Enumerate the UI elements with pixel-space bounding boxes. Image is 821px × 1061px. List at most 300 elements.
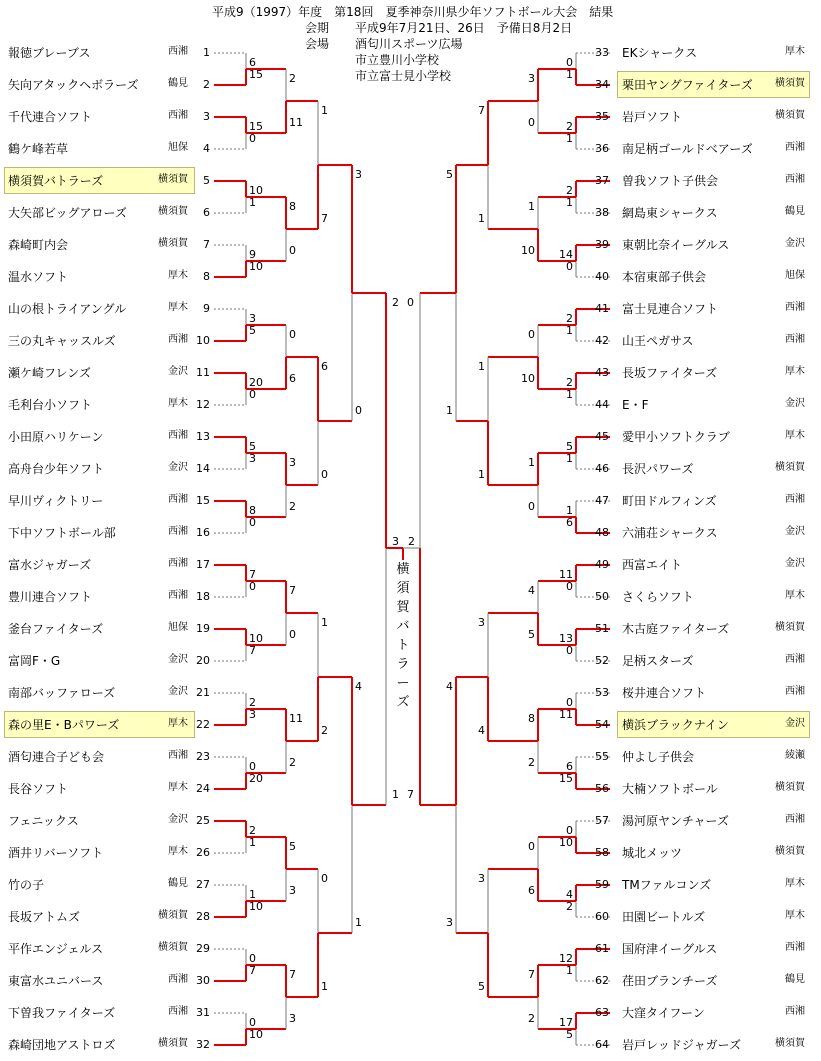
seed-number: 7 xyxy=(203,238,210,251)
score: 0 xyxy=(528,840,535,853)
score: 11 xyxy=(289,712,303,725)
team-name: 報徳ブレーブス xyxy=(8,46,91,60)
team-area: 金沢 xyxy=(168,366,188,377)
score: 2 xyxy=(249,824,256,837)
team-name: 三の丸キャッスルズ xyxy=(8,334,116,348)
score: 7 xyxy=(249,964,256,977)
seed-number: 11 xyxy=(196,366,210,379)
team-name: 六浦荘シャークス xyxy=(622,526,718,540)
team-area: 横須賀 xyxy=(158,206,188,217)
team-name: 大楠ソフトボール xyxy=(622,782,718,796)
score: 1 xyxy=(249,196,256,209)
team-area: 横須賀 xyxy=(158,1038,188,1049)
team-area: 西湘 xyxy=(785,174,805,185)
score: 1 xyxy=(355,916,362,929)
team-area: 旭保 xyxy=(785,270,805,281)
seed-number: 62 xyxy=(595,974,609,987)
champion-char: ラ xyxy=(396,657,410,672)
score: 0 xyxy=(566,580,573,593)
seed-number: 64 xyxy=(595,1038,609,1051)
team-area: 横須賀 xyxy=(158,942,188,953)
score: 0 xyxy=(321,872,328,885)
team-name: 田園ビートルズ xyxy=(622,910,706,924)
score: 7 xyxy=(528,968,535,981)
team-area: 西湘 xyxy=(785,302,805,313)
score: 0 xyxy=(249,132,256,145)
team-area: 西湘 xyxy=(785,814,805,825)
team-area: 横須賀 xyxy=(775,110,805,121)
score: 0 xyxy=(566,644,573,657)
seed-number: 25 xyxy=(196,814,210,827)
seed-number: 55 xyxy=(595,750,609,763)
team-area: 鶴見 xyxy=(785,974,805,985)
seed-number: 58 xyxy=(595,846,609,859)
team-name: 早川ヴィクトリー xyxy=(8,494,104,508)
score: 1 xyxy=(528,200,535,213)
team-area: 金沢 xyxy=(168,462,188,473)
score: 1 xyxy=(321,616,328,629)
score: 6 xyxy=(249,56,256,69)
score: 15 xyxy=(249,68,263,81)
team-name: 桜井連合ソフト xyxy=(622,686,707,700)
team-area: 西湘 xyxy=(785,686,805,697)
score: 10 xyxy=(521,244,535,257)
seed-number: 46 xyxy=(595,462,609,475)
score: 3 xyxy=(249,452,256,465)
score: 0 xyxy=(249,1016,256,1029)
team-area: 西湘 xyxy=(168,526,188,537)
team-name: 本宿東部子供会 xyxy=(622,270,707,284)
score: 5 xyxy=(446,168,453,181)
team-name: 大窪タイフーン xyxy=(622,1006,705,1020)
team-area: 厚木 xyxy=(785,590,805,601)
team-area: 横須賀 xyxy=(158,910,188,921)
score: 5 xyxy=(249,440,256,453)
team-area: 厚木 xyxy=(168,270,188,281)
score: 7 xyxy=(289,968,296,981)
score: 7 xyxy=(289,584,296,597)
score: 1 xyxy=(566,388,573,401)
team-area: 鶴見 xyxy=(168,78,188,89)
seed-number: 61 xyxy=(595,942,609,955)
score: 2 xyxy=(321,724,328,737)
team-name: E・F xyxy=(622,398,649,412)
team-area: 西湘 xyxy=(168,494,188,505)
venue-label: 会場 xyxy=(305,37,330,51)
score: 3 xyxy=(289,456,296,469)
score: 10 xyxy=(559,836,573,849)
score: 0 xyxy=(566,824,573,837)
team-area: 西湘 xyxy=(168,558,188,569)
score: 4 xyxy=(528,584,535,597)
team-name: 栗田ヤングファイターズ xyxy=(622,78,753,92)
team-area: 横須賀 xyxy=(775,782,805,793)
seed-number: 47 xyxy=(595,494,609,507)
team-area: 金沢 xyxy=(785,526,805,537)
score: 17 xyxy=(559,1016,573,1029)
score: 1 xyxy=(566,196,573,209)
score: 7 xyxy=(407,788,414,801)
score: 2 xyxy=(566,312,573,325)
team-name: 長坂アトムズ xyxy=(8,910,81,924)
score: 2 xyxy=(566,900,573,913)
score: 2 xyxy=(528,756,535,769)
score: 2 xyxy=(392,296,399,309)
team-area: 西湘 xyxy=(168,334,188,345)
team-area: 横須賀 xyxy=(775,462,805,473)
seed-number: 24 xyxy=(196,782,210,795)
team-area: 西湘 xyxy=(168,1006,188,1017)
champion-char: ト xyxy=(396,638,410,653)
score: 10 xyxy=(249,900,263,913)
score: 0 xyxy=(355,404,362,417)
team-area: 厚木 xyxy=(785,46,805,57)
seed-number: 48 xyxy=(595,526,609,539)
seed-number: 40 xyxy=(595,270,609,283)
score: 10 xyxy=(249,260,263,273)
score: 7 xyxy=(478,104,485,117)
page-title: 平成9（1997）年度 第18回 夏季神奈川県少年ソフトボール大会 結果 xyxy=(212,5,614,19)
score: 20 xyxy=(249,772,263,785)
seed-number: 32 xyxy=(196,1038,210,1051)
seed-number: 5 xyxy=(203,174,210,187)
score: 4 xyxy=(566,888,573,901)
score: 5 xyxy=(566,1028,573,1041)
seed-number: 56 xyxy=(595,782,609,795)
team-area: 横須賀 xyxy=(775,846,805,857)
team-area: 横須賀 xyxy=(158,174,188,185)
score: 0 xyxy=(249,516,256,529)
score: 1 xyxy=(566,964,573,977)
score: 2 xyxy=(249,696,256,709)
team-name: 仲よし子供会 xyxy=(622,750,695,764)
score: 0 xyxy=(566,56,573,69)
score: 0 xyxy=(566,696,573,709)
team-name: TMファルコンズ xyxy=(622,878,712,892)
team-name: 長谷ソフト xyxy=(8,782,69,796)
team-area: 厚木 xyxy=(168,398,188,409)
score: 5 xyxy=(249,324,256,337)
score: 1 xyxy=(249,888,256,901)
team-area: 金沢 xyxy=(785,558,805,569)
score: 1 xyxy=(478,212,485,225)
score: 7 xyxy=(321,212,328,225)
champion-char: バ xyxy=(396,619,410,634)
team-area: 鶴見 xyxy=(785,206,805,217)
score: 6 xyxy=(528,884,535,897)
score: 10 xyxy=(521,372,535,385)
score: 14 xyxy=(559,248,573,261)
score: 2 xyxy=(566,376,573,389)
seed-number: 17 xyxy=(196,558,210,571)
score: 11 xyxy=(559,708,573,721)
seed-number: 49 xyxy=(595,558,609,571)
venue-1: 酒匂川スポーツ広場 xyxy=(355,37,463,51)
seed-number: 18 xyxy=(196,590,210,603)
seed-number: 27 xyxy=(196,878,210,891)
score: 20 xyxy=(249,376,263,389)
score: 3 xyxy=(478,872,485,885)
score: 10 xyxy=(249,1028,263,1041)
seed-number: 39 xyxy=(595,238,609,251)
team-name: 西富エイト xyxy=(622,558,683,572)
team-name: 小田原ハリケーン xyxy=(8,430,104,444)
score: 6 xyxy=(321,360,328,373)
team-name: 木古庭ファイターズ xyxy=(622,622,730,636)
team-area: 厚木 xyxy=(785,366,805,377)
team-area: 横須賀 xyxy=(775,622,805,633)
score: 3 xyxy=(355,168,362,181)
seed-number: 45 xyxy=(595,430,609,443)
score: 4 xyxy=(355,680,362,693)
seed-number: 37 xyxy=(595,174,609,187)
score: 7 xyxy=(249,644,256,657)
champion-char: 賀 xyxy=(396,600,410,615)
seed-number: 41 xyxy=(595,302,609,315)
team-name: 長坂ファイターズ xyxy=(622,366,718,380)
score: 4 xyxy=(446,680,453,693)
seed-number: 59 xyxy=(595,878,609,891)
team-name: フェニックス xyxy=(8,814,79,828)
team-name: 酒匂連合子ども会 xyxy=(8,750,105,764)
champion-char: ズ xyxy=(396,695,410,710)
team-name: 瀬ケ崎フレンズ xyxy=(8,366,91,380)
score: 5 xyxy=(478,980,485,993)
seed-number: 12 xyxy=(196,398,210,411)
champion-char: 須 xyxy=(396,581,410,596)
team-name: 森崎町内会 xyxy=(8,238,69,252)
score: 1 xyxy=(392,788,399,801)
score: 1 xyxy=(321,980,328,993)
score: 0 xyxy=(566,260,573,273)
score: 0 xyxy=(528,500,535,513)
team-name: 山の根トライアングル xyxy=(8,302,127,316)
team-name: 釜台ファイターズ xyxy=(8,622,104,636)
seed-number: 34 xyxy=(595,78,609,91)
score: 0 xyxy=(407,296,414,309)
seed-number: 23 xyxy=(196,750,210,763)
score: 0 xyxy=(249,580,256,593)
seed-number: 19 xyxy=(196,622,210,635)
champion-char: ー xyxy=(396,676,410,691)
seed-number: 28 xyxy=(196,910,210,923)
seed-number: 22 xyxy=(196,718,210,731)
score: 6 xyxy=(566,760,573,773)
team-area: 西湘 xyxy=(168,590,188,601)
seed-number: 53 xyxy=(595,686,609,699)
score: 1 xyxy=(446,404,453,417)
seed-number: 4 xyxy=(203,142,210,155)
team-area: 金沢 xyxy=(168,814,188,825)
seed-number: 35 xyxy=(595,110,609,123)
team-name: 愛甲小ソフトクラブ xyxy=(622,430,730,444)
team-name: 山王ペガサス xyxy=(622,334,694,348)
score: 1 xyxy=(478,468,485,481)
score: 3 xyxy=(478,616,485,629)
team-name: 荏田ブランチーズ xyxy=(622,974,718,988)
score: 1 xyxy=(566,68,573,81)
score: 10 xyxy=(249,184,263,197)
score: 1 xyxy=(321,104,328,117)
score: 0 xyxy=(289,244,296,257)
seed-number: 26 xyxy=(196,846,210,859)
score: 0 xyxy=(289,628,296,641)
score: 1 xyxy=(249,836,256,849)
team-area: 厚木 xyxy=(785,910,805,921)
score: 6 xyxy=(566,516,573,529)
team-name: 岩戸レッドジャガーズ xyxy=(622,1038,742,1052)
team-area: 厚木 xyxy=(168,718,188,729)
seed-number: 57 xyxy=(595,814,609,827)
team-name: 下中ソフトボール部 xyxy=(8,526,116,540)
seed-number: 51 xyxy=(595,622,609,635)
score: 6 xyxy=(289,372,296,385)
period-label: 会期 xyxy=(305,21,330,35)
score: 5 xyxy=(528,628,535,641)
score: 1 xyxy=(566,452,573,465)
seed-number: 10 xyxy=(196,334,210,347)
team-name: 下曽我ファイターズ xyxy=(8,1006,116,1020)
score: 0 xyxy=(528,328,535,341)
venue-3: 市立富士見小学校 xyxy=(355,69,452,83)
seed-number: 42 xyxy=(595,334,609,347)
team-name: 平作エンジェルス xyxy=(8,942,104,956)
team-name: 豊川連合ソフト xyxy=(8,590,93,604)
period-value: 平成9年7月21日、26日 予備日8月2日 xyxy=(355,21,573,35)
score: 8 xyxy=(249,504,256,517)
score: 13 xyxy=(559,632,573,645)
seed-number: 21 xyxy=(196,686,210,699)
team-area: 厚木 xyxy=(168,782,188,793)
score: 3 xyxy=(249,312,256,325)
team-area: 西湘 xyxy=(168,46,188,57)
score: 5 xyxy=(289,840,296,853)
score: 4 xyxy=(478,724,485,737)
team-name: 酒井リバーソフト xyxy=(8,846,104,860)
score: 1 xyxy=(566,324,573,337)
team-name: 高舟台少年ソフト xyxy=(8,462,105,476)
team-name: 鶴ケ峰若草 xyxy=(8,142,69,156)
team-area: 金沢 xyxy=(168,654,188,665)
seed-number: 3 xyxy=(203,110,210,123)
seed-number: 30 xyxy=(196,974,210,987)
team-name: 森の里E・Bパワーズ xyxy=(8,718,120,732)
team-name: 竹の子 xyxy=(8,878,45,892)
score: 10 xyxy=(249,632,263,645)
score: 0 xyxy=(249,760,256,773)
team-name: 長沢パワーズ xyxy=(622,462,694,476)
score: 0 xyxy=(289,328,296,341)
team-area: 西湘 xyxy=(168,750,188,761)
score: 3 xyxy=(289,884,296,897)
seed-number: 38 xyxy=(595,206,609,219)
team-name: 湯河原ヤンチャーズ xyxy=(622,814,729,828)
seed-number: 54 xyxy=(595,718,609,731)
score: 3 xyxy=(528,72,535,85)
seed-number: 29 xyxy=(196,942,210,955)
seed-number: 52 xyxy=(595,654,609,667)
team-area: 金沢 xyxy=(168,686,188,697)
score: 1 xyxy=(566,132,573,145)
score: 0 xyxy=(249,388,256,401)
team-area: 西湘 xyxy=(785,334,805,345)
venue-2: 市立豊川小学校 xyxy=(355,53,440,67)
seed-number: 36 xyxy=(595,142,609,155)
score: 1 xyxy=(528,456,535,469)
score: 8 xyxy=(289,200,296,213)
team-name: 毛利台小ソフト xyxy=(8,398,93,412)
team-name: 森崎団地アストロズ xyxy=(8,1038,116,1052)
team-name: 温水ソフト xyxy=(8,270,69,284)
team-name: EKシャークス xyxy=(622,46,698,60)
team-area: 横須賀 xyxy=(775,78,805,89)
score: 2 xyxy=(289,756,296,769)
team-name: 大矢部ビッグアローズ xyxy=(8,206,127,220)
seed-number: 14 xyxy=(196,462,210,475)
team-area: 西湘 xyxy=(785,142,805,153)
score: 9 xyxy=(249,248,256,261)
seed-number: 63 xyxy=(595,1006,609,1019)
team-area: 横須賀 xyxy=(775,1038,805,1049)
score: 2 xyxy=(528,1012,535,1025)
score: 1 xyxy=(478,360,485,373)
seed-number: 33 xyxy=(595,46,609,59)
team-name: さくらソフト xyxy=(622,590,694,604)
seed-number: 31 xyxy=(196,1006,210,1019)
team-name: 横浜ブラックナイン xyxy=(622,718,729,732)
seed-number: 20 xyxy=(196,654,210,667)
team-name: 東富水ユニバース xyxy=(8,974,104,988)
seed-number: 60 xyxy=(595,910,609,923)
team-area: 西湘 xyxy=(785,654,805,665)
champion-char: 横 xyxy=(396,562,410,577)
score: 2 xyxy=(289,72,296,85)
seed-number: 8 xyxy=(203,270,210,283)
team-area: 西湘 xyxy=(785,942,805,953)
team-name: 矢向アタックヘボラーズ xyxy=(8,78,139,92)
team-area: 厚木 xyxy=(785,878,805,889)
champion-name xyxy=(386,560,420,710)
seed-number: 50 xyxy=(595,590,609,603)
team-area: 厚木 xyxy=(785,430,805,441)
team-name: 曽我ソフト子供会 xyxy=(622,174,719,188)
team-area: 金沢 xyxy=(785,398,805,409)
final-score: 3 xyxy=(392,535,399,548)
score: 11 xyxy=(289,116,303,129)
seed-number: 16 xyxy=(196,526,210,539)
team-name: 南足柄ゴールドベアーズ xyxy=(622,142,753,156)
team-name: 国府津イーグルス xyxy=(622,942,718,956)
score: 3 xyxy=(289,1012,296,1025)
seed-number: 43 xyxy=(595,366,609,379)
score: 2 xyxy=(289,500,296,513)
team-area: 金沢 xyxy=(785,238,805,249)
team-area: 厚木 xyxy=(168,302,188,313)
team-area: 横須賀 xyxy=(158,238,188,249)
team-name: 富士見連合ソフト xyxy=(622,302,719,316)
score: 0 xyxy=(528,116,535,129)
score: 15 xyxy=(249,120,263,133)
score: 2 xyxy=(566,184,573,197)
team-name: 東朝比奈イーグルス xyxy=(622,238,730,252)
score: 5 xyxy=(566,440,573,453)
team-name: 城北メッツ xyxy=(622,846,683,860)
team-name: 千代連合ソフト xyxy=(8,110,93,124)
team-area: 西湘 xyxy=(785,494,805,505)
score: 8 xyxy=(528,712,535,725)
team-area: 綾瀬 xyxy=(785,750,805,761)
seed-number: 13 xyxy=(196,430,210,443)
